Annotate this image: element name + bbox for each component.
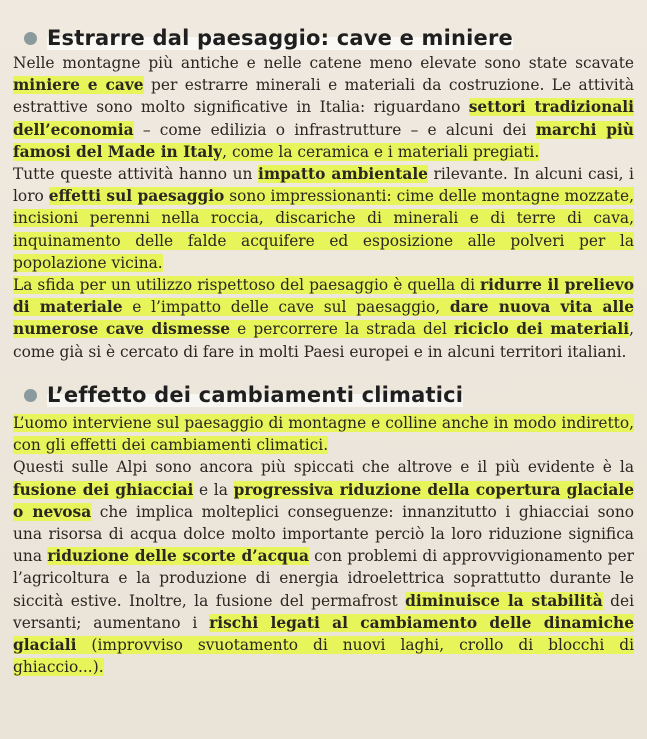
text-run: , come la ceramica e i materiali pregiati. (222, 142, 540, 161)
bold-term: riciclo dei materiali (454, 320, 630, 339)
text-run: La sfida per un utilizzo rispettoso del paesaggio è quella di (13, 276, 481, 295)
bold-term: riduzione delle scorte d’acqua (47, 547, 309, 566)
text-run: , come già si è cercato di fare in molti Paesi europei e in alcuni territori italiani. (13, 320, 634, 361)
text-run: rilevante. In alcuni casi, i loro (13, 165, 634, 206)
section-title: Estrarre dal paesaggio: cave e miniere (47, 26, 513, 50)
paragraph (0, 163, 647, 274)
text-run: (improvviso svuotamento di nuovi laghi, crollo di blocchi di ghiaccio...). (13, 636, 634, 677)
text-run: e la (193, 480, 234, 499)
bold-term: rischi legati al cambiamento delle dinamiche glaciali (13, 613, 635, 655)
bullet-dot-icon (24, 389, 37, 402)
text-run: con problemi di approvvigionamento per l’agricoltura e la produzione di energia idroelettrica soprattutto durante le siccità estive. Inoltre, la fusione del permafrost (13, 547, 634, 610)
paragraph (0, 52, 647, 163)
text-run: e percorrere la strada del (230, 320, 455, 339)
text-run: L’uomo interviene sul paesaggio di montagne e colline anche in modo indiretto, con gli effetti dei cambiamenti climatici. (13, 414, 634, 455)
section-heading (24, 26, 513, 50)
paragraph (0, 456, 647, 678)
text-run: e l’impatto delle cave sul paesaggio, (122, 298, 450, 317)
text-run: – come edilizia o infrastrutture – e alcuni dei (133, 120, 536, 139)
section-heading (24, 383, 463, 407)
bold-term: effetti sul paesaggio (48, 187, 225, 206)
section-body (0, 52, 647, 363)
text-run: che implica molteplici conseguenze: innanzitutto i ghiacciai sono una risorsa di acqua dolce molto importante perciò la loro riduzione significa una (13, 502, 634, 566)
bold-term: miniere e cave (13, 76, 144, 95)
bold-term: diminuisce la stabilità (405, 591, 603, 610)
text-run: sono impressionanti: cime delle montagne mozzate, incisioni perenni nella roccia, discariche di minerali e di terre di cava, inquinamento delle falde acquifere ed esposizione alle polveri per la popolazione vicina. (13, 187, 634, 272)
paragraph (0, 412, 647, 456)
text-run: Nelle montagne più antiche e nelle catene meno elevate sono state scavate (13, 54, 634, 72)
bold-term: dare nuova vita alle numerose cave dismesse (13, 298, 634, 339)
section-body (0, 412, 647, 678)
bold-term: marchi più famosi del Made in Italy (13, 120, 634, 161)
text-run: Questi sulle Alpi sono ancora più spiccati che altrove e il più evidente è la (13, 458, 634, 477)
bold-term: fusione dei ghiacciai (13, 480, 194, 499)
text-run: Tutte queste attività hanno un (13, 165, 259, 184)
paragraph (0, 274, 647, 363)
text-run: dei versanti; aumentano i (13, 591, 634, 632)
bold-term: ridurre il prelievo di materiale (13, 276, 634, 317)
text-run: per estrarre minerali e materiali da costruzione. Le attività estrattive sono molto significative in Italia: riguardano (13, 76, 634, 117)
bold-term: progressiva riduzione della copertura glaciale o nevosa (13, 480, 634, 521)
bullet-dot-icon (24, 32, 37, 45)
bold-term: impatto ambientale (258, 165, 428, 184)
section-title: L’effetto dei cambiamenti climatici (47, 383, 464, 407)
bold-term: settori tradizionali dell’economia (13, 98, 634, 139)
